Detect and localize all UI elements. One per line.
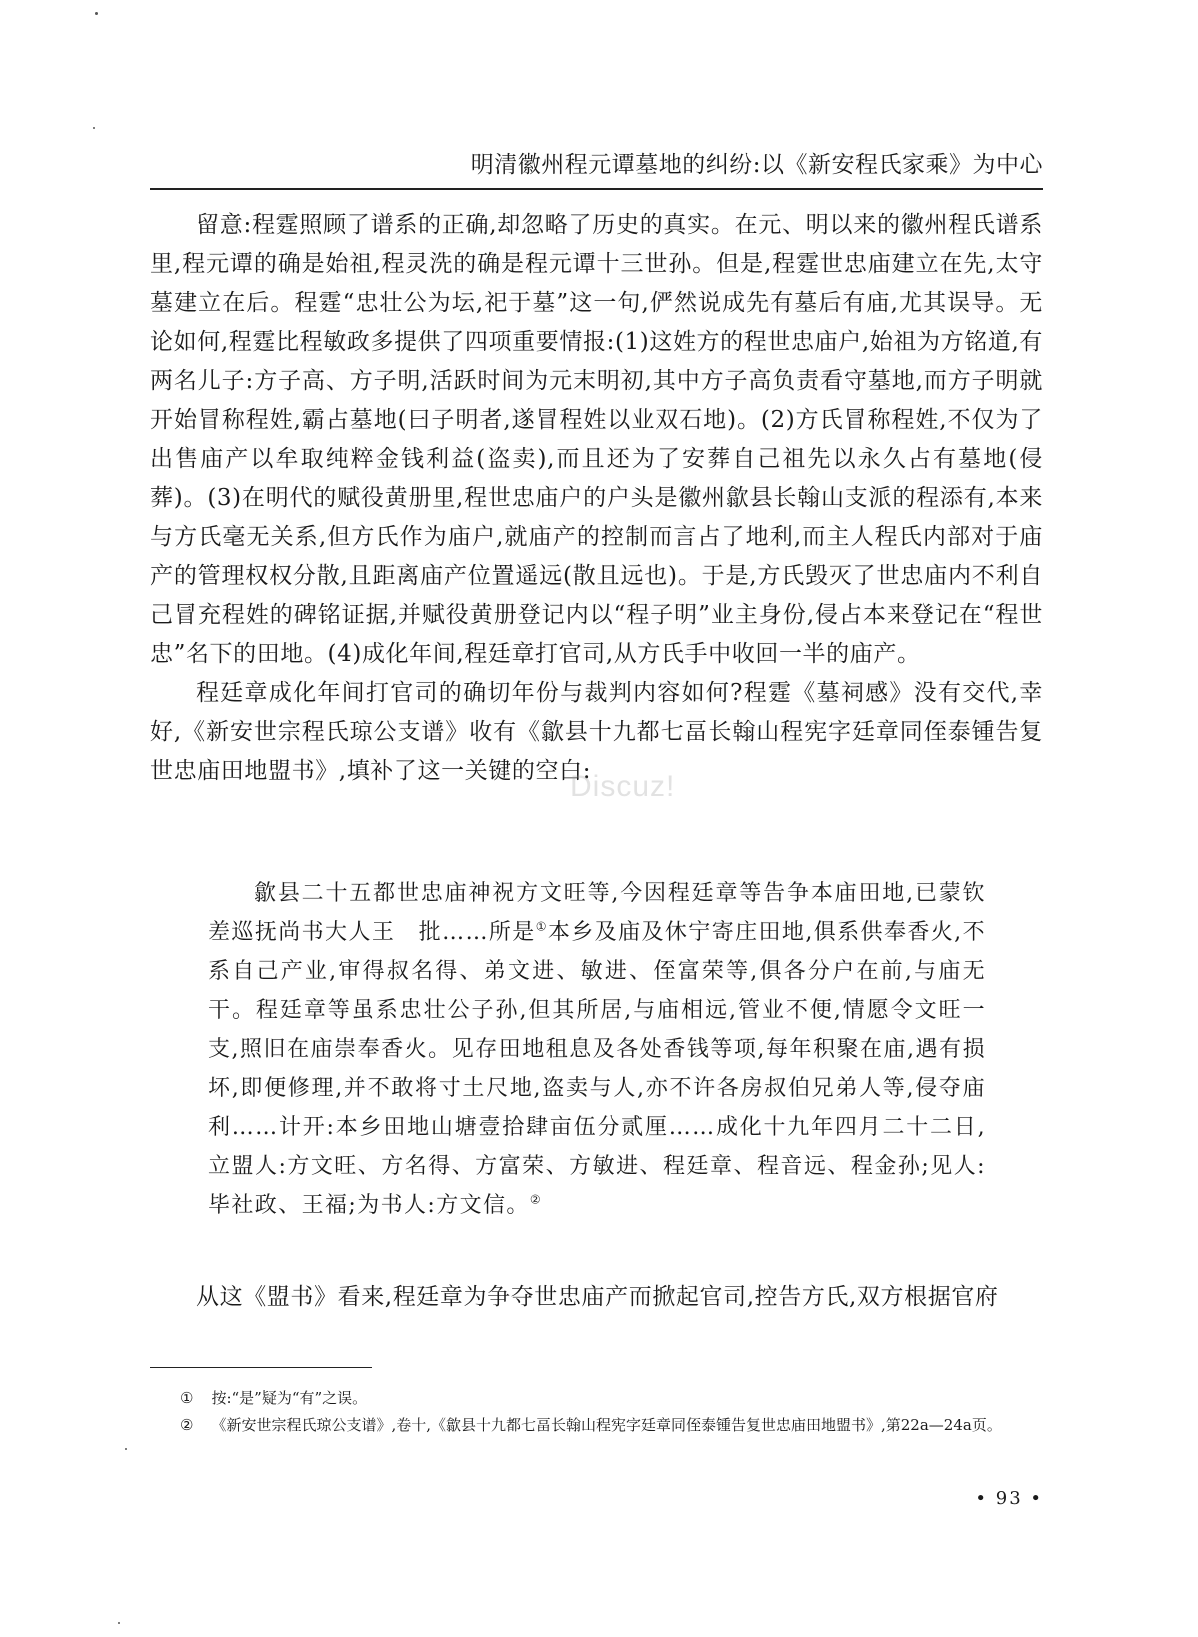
paragraph-2: 程廷章成化年间打官司的确切年份与裁判内容如何?程霆《墓祠感》没有交代,幸好,《新安世宗程氏琼公支谱》收有《歙县十九都七畐长翰山程宪字廷章同侄泰锺告复世忠庙田地盟书》,填补了这一关键的空白: bbox=[150, 680, 1043, 784]
footnotes bbox=[150, 1385, 1043, 1439]
footnote-1 bbox=[150, 1385, 1043, 1412]
quote-text-part-2: 本乡及庙及休宁寄庄田地,俱系供奉香火,不系自己产业,审得叔名得、弟文进、敏进、侄富荣等,俱各分户在前,与庙无干。程廷章等虽系忠壮公子孙,但其所居,与庙相远,管业不便,情愿令文旺一支,照旧在庙崇奉香火。见存田地租息及各处香钱等项,每年积聚在庙,遇有损坏,即便修理,并不敢将寸土尺地,盗卖与人,亦不许各房叔伯兄弟人等,侵夺庙利……计开:本乡田地山塘壹拾肆亩伍分贰厘……成化十九年四月二十二日,立盟人:方文旺、方名得、方富荣、方敏进、程廷章、程音远、程金孙;见人:毕社政、王福;为书人:方文信。 bbox=[208, 920, 986, 1218]
footnote-text-2: 《新安世宗程氏琼公支谱》,卷十,《歙县十九都七畐长翰山程宪字廷章同侄泰锺告复世忠庙田地盟书》,第22a—24a页。 bbox=[211, 1416, 1002, 1434]
paragraph-3: 从这《盟书》看来,程廷章为争夺世忠庙产而掀起官司,控告方氏,双方根据官府 bbox=[196, 1284, 999, 1310]
scan-speck bbox=[93, 127, 95, 129]
paragraph-1: 留意:程霆照顾了谱系的正确,却忽略了历史的真实。在元、明以来的徽州程氏谱系里,程元谭的确是始祖,程灵洗的确是程元谭十三世孙。但是,程霆世忠庙建立在先,太守墓建立在后。程霆“忠壮公为坛,祀于墓”这一句,俨然说成先有墓后有庙,尤其误导。无论如何,程霆比程敏政多提供了四项重要情报:(1)这姓方的程世忠庙户,始祖为方铭道,有两名儿子:方子高、方子明,活跃时间为元末明初,其中方子高负责看守墓地,而方子明就开始冒称程姓,霸占墓地(曰子明者,遂冒程姓以业双石地)。(2)方氏冒称程姓,不仅为了出售庙产以牟取纯粹金钱利益(盗卖),而且还为了安葬自己祖先以永久占有墓地(侵葬)。(3)在明代的赋役黄册里,程世忠庙户的户头是徽州歙县长翰山支派的程添有,本来与方氏毫无关系,但方氏作为庙户,就庙产的控制而言占了地利,而主人程氏内部对于庙产的管理权权分散,且距离庙产位置遥远(散且远也)。于是,方氏毁灭了世忠庙内不利自己冒充程姓的碑铭证据,并赋役黄册登记内以“程子明”业主身份,侵占本来登记在“程世忠”名下的田地。(4)成化年间,程廷章打官司,从方氏手中收回一半的庙产。 bbox=[150, 212, 1043, 667]
footnote-ref-1[interactable]: ① bbox=[535, 919, 548, 934]
quote-text bbox=[208, 874, 986, 1225]
footnote-ref-2[interactable]: ② bbox=[529, 1192, 542, 1207]
footnote-mark-1: ① bbox=[180, 1389, 194, 1407]
footnote-mark-2: ② bbox=[180, 1416, 194, 1434]
scan-speck bbox=[125, 1448, 127, 1450]
scan-speck bbox=[95, 12, 98, 15]
footnote-text-1: 按:“是”疑为“有”之误。 bbox=[211, 1389, 368, 1407]
header-rule bbox=[150, 188, 1043, 190]
scan-speck bbox=[118, 1622, 120, 1624]
quote-text-part-1: 歙县二十五都世忠庙神祝方文旺等,今因程廷章等告争本庙田地,已蒙钦差巡抚尚书大人王 批……所是 bbox=[208, 881, 986, 945]
footnote-2 bbox=[150, 1412, 1043, 1439]
running-header: 明清徽州程元谭墓地的纠纷:以《新安程氏家乘》为中心 bbox=[470, 152, 1043, 178]
continuation-text bbox=[150, 1278, 1043, 1317]
watermark: Discuz! bbox=[570, 770, 676, 803]
footnote-separator bbox=[150, 1367, 372, 1368]
main-text bbox=[150, 206, 1043, 791]
page-number: • 93 • bbox=[975, 1488, 1043, 1509]
block-quote bbox=[208, 874, 986, 1225]
